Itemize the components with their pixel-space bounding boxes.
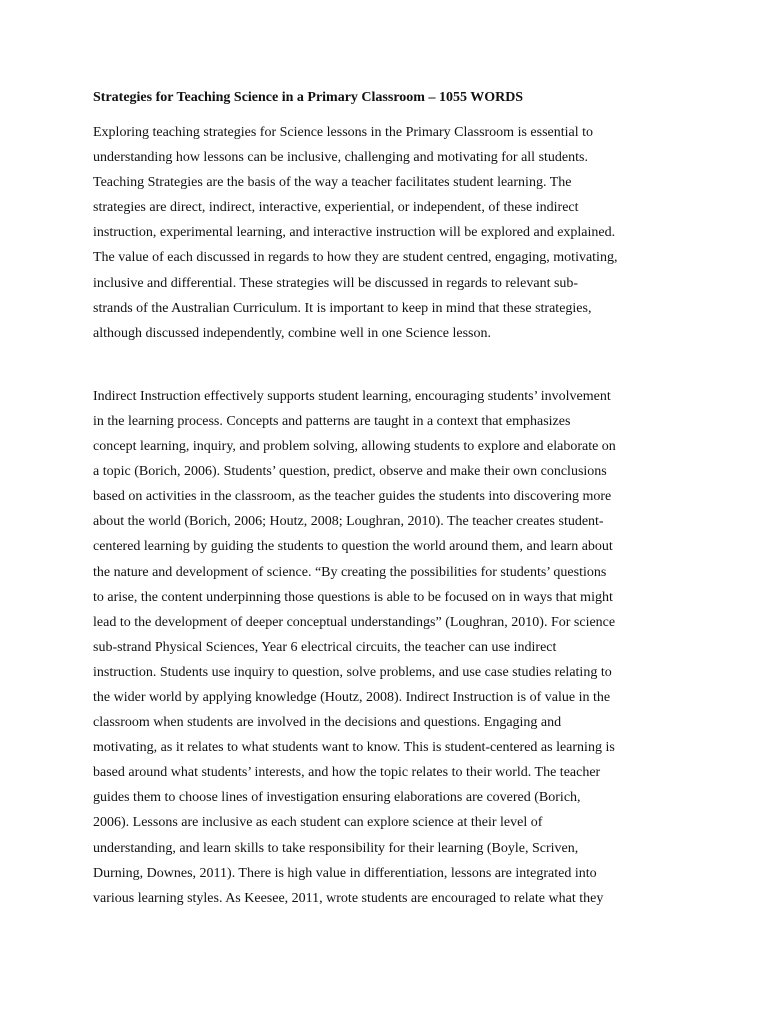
text-line: the nature and development of science. “By creating the possibilities for students’ questions <box>93 564 607 580</box>
text-line: Exploring teaching strategies for Science lessons in the Primary Classroom is essential to <box>93 125 594 140</box>
text-line: in the learning process. Concepts and patterns are taught in a context that emphasizes <box>93 413 571 429</box>
text-line: Indirect Instruction effectively supports student learning, encouraging students’ involvement <box>93 388 611 404</box>
text-line: a topic (Borich, 2006). Students’ question, predict, observe and make their own conclusions <box>93 464 607 480</box>
text-line: Durning, Downes, 2011). There is high value in differentiation, lessons are integrated into <box>93 865 597 881</box>
text-line: understanding how lessons can be inclusive, challenging and motivating for all students. <box>93 150 588 166</box>
text-line: strands of the Australian Curriculum. It is important to keep in mind that these strategies, <box>93 300 592 316</box>
text-line: instruction, experimental learning, and interactive instruction will be explored and explained. <box>93 225 616 241</box>
text-line: based on activities in the classroom, as the teacher guides the students into discovering more <box>93 489 612 505</box>
text-line: sub-strand Physical Sciences, Year 6 electrical circuits, the teacher can use indirect <box>93 639 557 655</box>
text-line: Teaching Strategies are the basis of the way a teacher facilitates student learning. The <box>93 175 572 191</box>
text-line: to arise, the content underpinning those questions is able to be focused on in ways that might <box>93 589 613 605</box>
paragraph-indirect-instruction <box>93 384 683 911</box>
text-line: 2006). Lessons are inclusive as each student can explore science at their level of <box>93 815 543 831</box>
text-line: strategies are direct, indirect, interactive, experiential, or independent, of these indirect <box>93 200 579 216</box>
text-line: lead to the development of deeper conceptual understandings” (Loughran, 2010). For science <box>93 614 616 630</box>
text-line: based around what students’ interests, and how the topic relates to their world. The teacher <box>93 765 601 781</box>
paragraph-spacer <box>93 346 683 384</box>
text-line: inclusive and differential. These strategies will be discussed in regards to relevant sub- <box>93 275 579 291</box>
text-line: various learning styles. As Keesee, 2011, wrote students are encouraged to relate what they <box>93 890 604 906</box>
paragraph-intro <box>93 120 683 346</box>
text-line: about the world (Borich, 2006; Houtz, 2008; Loughran, 2010). The teacher creates student- <box>93 514 604 530</box>
text-line: motivating, as it relates to what students want to know. This is student-centered as learning is <box>93 740 615 756</box>
text-line: the wider world by applying knowledge (Houtz, 2008). Indirect Instruction is of value in the <box>93 689 611 705</box>
document-body <box>93 88 683 911</box>
text-line: centered learning by guiding the students to question the world around them, and learn about <box>93 539 613 555</box>
text-line: understanding, and learn skills to take responsibility for their learning (Boyle, Scriven, <box>93 840 579 856</box>
text-line: concept learning, inquiry, and problem solving, allowing students to explore and elaborate on <box>93 439 616 455</box>
text-line: The value of each discussed in regards to how they are student centred, engaging, motivating, <box>93 250 618 266</box>
text-line: although discussed independently, combine well in one Science lesson. <box>93 325 492 341</box>
text-line: guides them to choose lines of investigation ensuring elaborations are covered (Borich, <box>93 790 581 806</box>
text-line: classroom when students are involved in the decisions and questions. Engaging and <box>93 715 562 731</box>
text-line: instruction. Students use inquiry to question, solve problems, and use case studies relating to <box>93 664 612 680</box>
document-title: Strategies for Teaching Science in a Primary Classroom – 1055 WORDS <box>93 90 524 105</box>
